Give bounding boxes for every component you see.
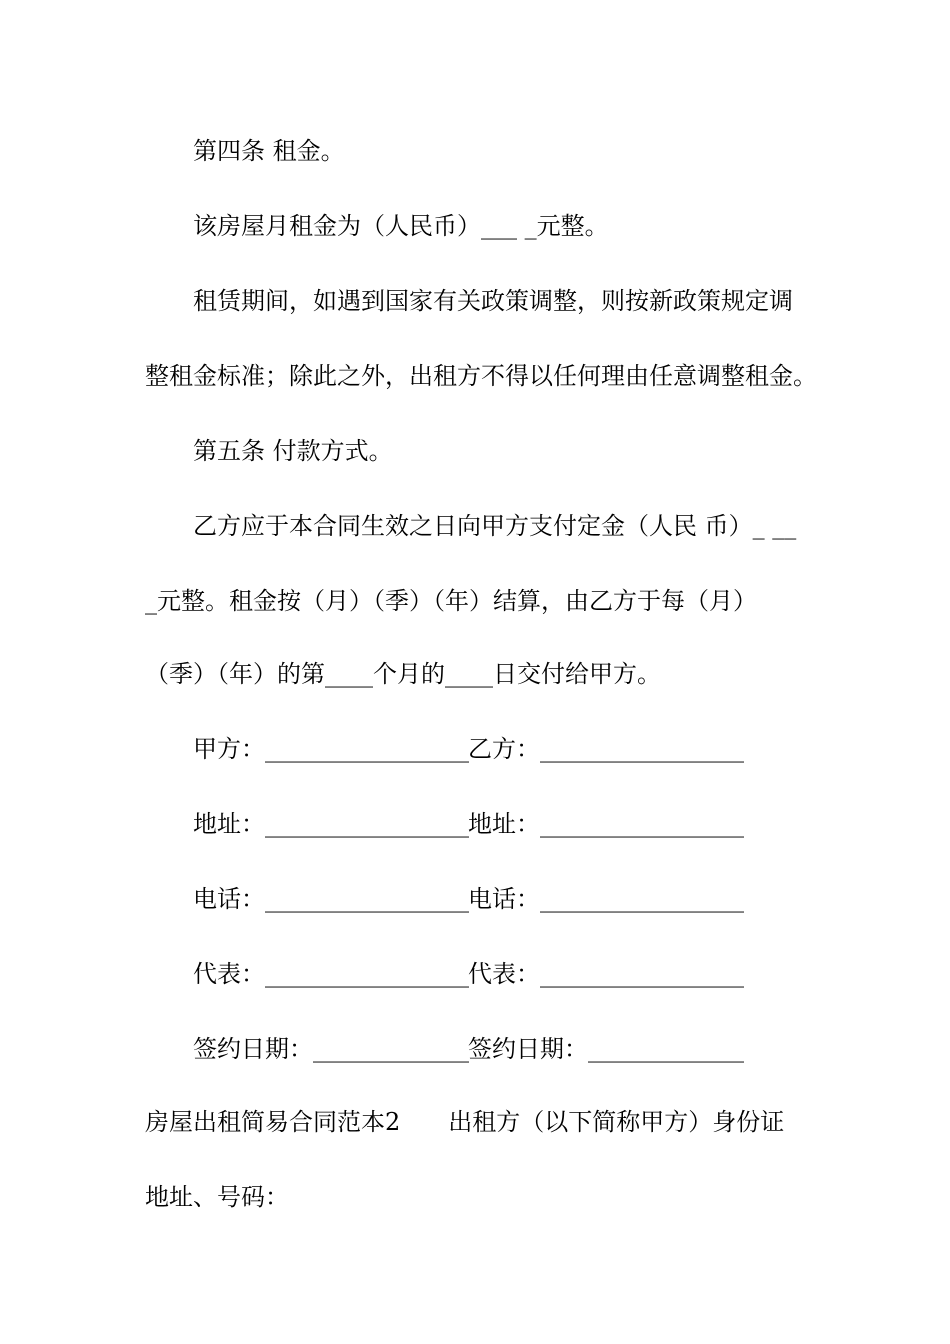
article-4-heading: 第四条 租金。 [193,137,345,165]
signature-date-a: 签约日期：_____________ [193,1035,469,1063]
next-contract-title: 房屋出租简易合同范本2 出租方（以下简称甲方）身份证 [145,1108,785,1136]
signature-representative-a: 代表：_________________ [193,960,469,988]
paragraph-payment-line1: 乙方应于本合同生效之日向甲方支付定金（人民 币）_ __ [193,512,797,540]
signature-party-a-label: 甲方：_________________ [193,735,469,763]
next-contract-continuation: 地址、号码： [145,1183,289,1211]
article-5-heading: 第五条 付款方式。 [193,437,393,465]
signature-address-a: 地址：_________________ [193,810,469,838]
signature-address-b: 地址：_________________ [468,810,744,838]
paragraph-payment-line2: _元整。租金按（月）（季）（年）结算，由乙方于每（月） [145,587,757,615]
paragraph-payment-line3: （季）（年）的第____个月的____日交付给甲方。 [145,660,661,688]
signature-party-b-label: 乙方：_________________ [468,735,744,763]
paragraph-rent-adjust-line2: 整租金标准；除此之外，出租方不得以任何理由任意调整租金。 [145,362,817,390]
signature-date-b: 签约日期：_____________ [468,1035,744,1063]
paragraph-rent-adjust-line1: 租赁期间，如遇到国家有关政策调整，则按新政策规定调 [193,287,793,315]
signature-phone-a: 电话：_________________ [193,885,469,913]
paragraph-rent-amount: 该房屋月租金为（人民币）___ _元整。 [193,212,609,240]
signature-representative-b: 代表：_________________ [468,960,744,988]
signature-phone-b: 电话：_________________ [468,885,744,913]
